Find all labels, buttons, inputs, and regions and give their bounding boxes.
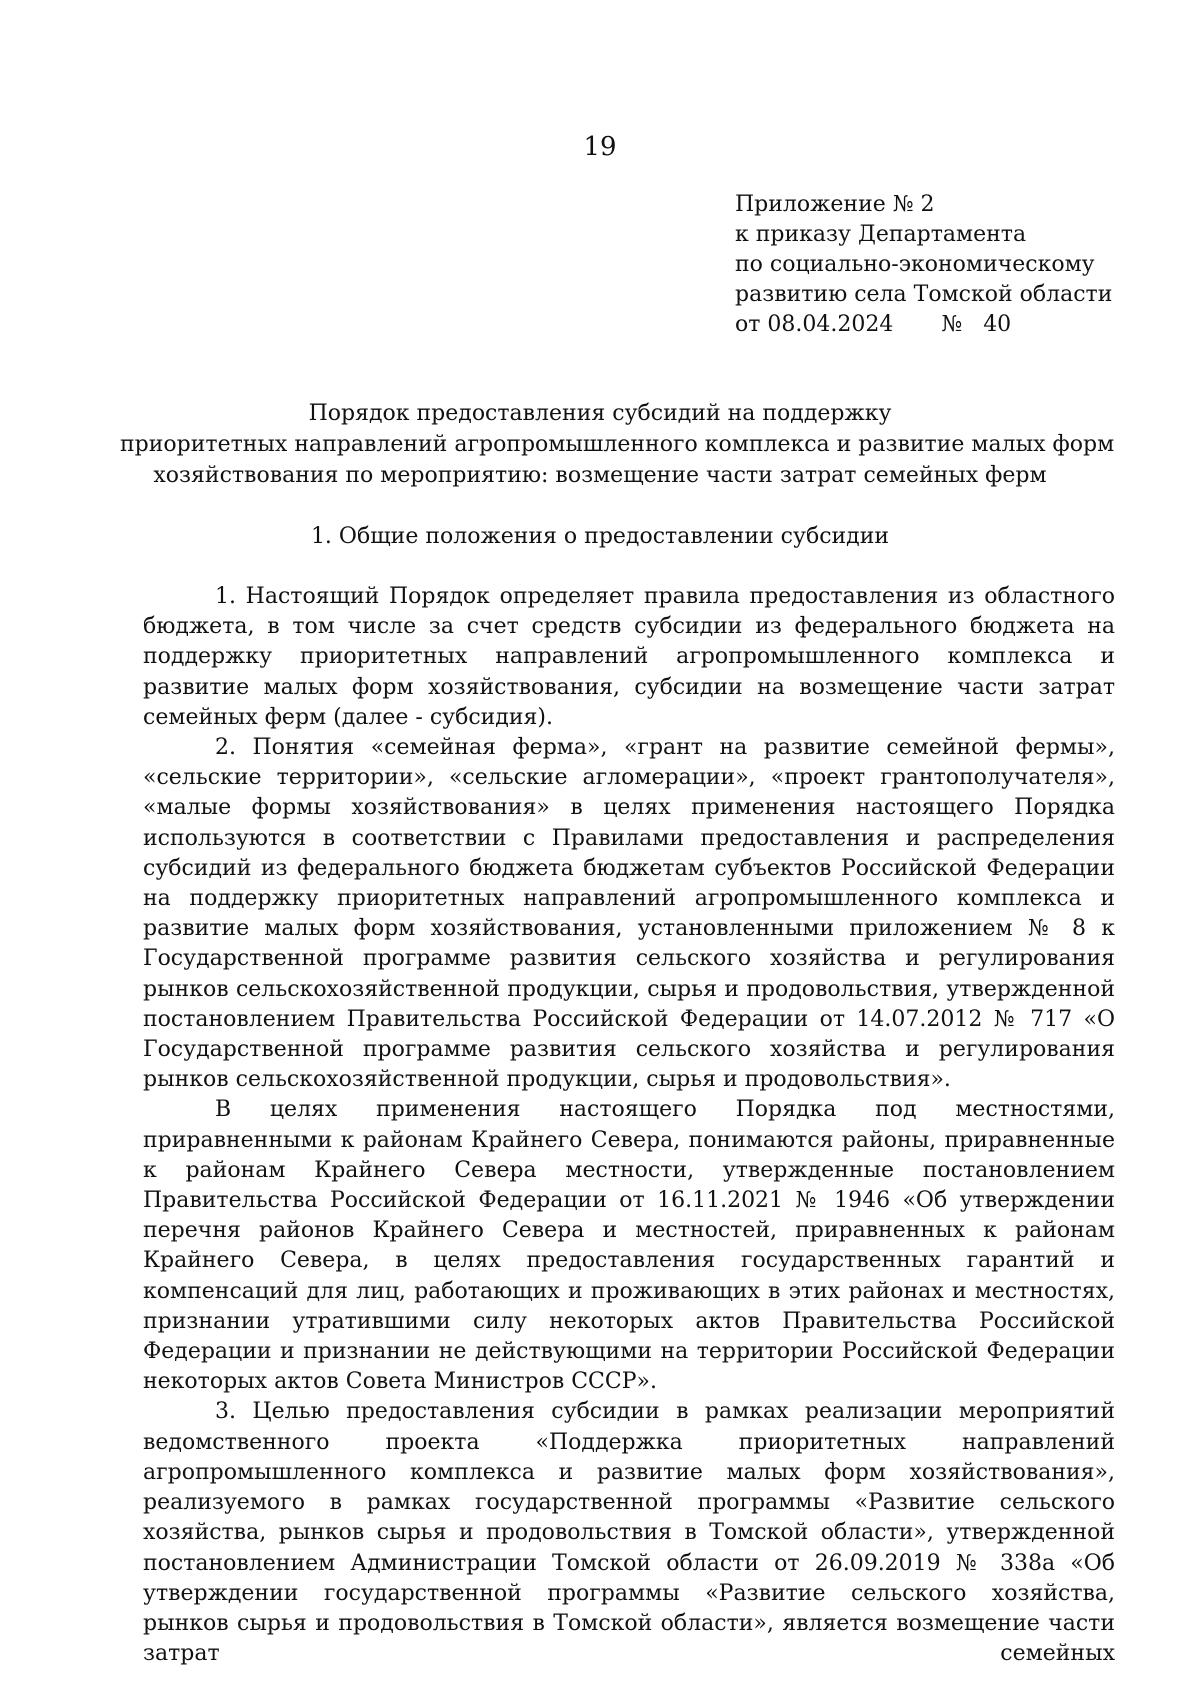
annex-line-3: по социально-экономическому xyxy=(735,252,1095,277)
annex-line-4: развитию села Томской области xyxy=(735,282,1113,307)
annex-line-2: к приказу Департамента xyxy=(735,222,1027,247)
annex-date-line xyxy=(735,310,1155,340)
document-body xyxy=(143,582,1115,1669)
paragraph-2: 2. Понятия «семейная ферма», «грант на развитие семейной фермы», «сельские территории», «сельские агломерации», «проект грантополучателя», «малые формы хозяйствования» в целях применения настоящего Порядка используются в соответствии с Правилами предоставления и распределения субсидий из федерального бюджета бюджетам субъектов Российской Федерации на поддержку приоритетных направлений агропромышленного комплекса и развитие малых форм хозяйствования, установленными приложением № 8 к Государственной программе развития сельского хозяйства и регулирования рынков сельскохозяйственной продукции, сырья и продовольствия, утвержденной постановлением Правительства Российской Федерации от 14.07.2012 № 717 «О Государственной программе развития сельского хозяйства и регулирования рынков сельскохозяйственной продукции, сырья и продовольствия». xyxy=(143,735,1115,1093)
page-number: 19 xyxy=(583,132,617,162)
annex-block xyxy=(735,190,1155,340)
document-title xyxy=(120,398,1115,491)
annex-line-1: Приложение № 2 xyxy=(735,192,935,217)
title-line-3: хозяйствования по мероприятию: возмещение части затрат семейных ферм xyxy=(153,463,1047,488)
title-line-2: приоритетных направлений агропромышленного комплекса и развитие малых форм xyxy=(120,432,1115,457)
paragraph-3: В целях применения настоящего Порядка под местностями, приравненными к районам Крайнего Севера, понимаются районы, приравненные к районам Крайнего Севера местности, утвержденные постановлением Правительства Российской Федерации от 16.11.2021 № 1946 «Об утверждении перечня районов Крайнего Севера и местностей, приравненных к районам Крайнего Севера, в целях предоставления государственных гарантий и компенсаций для лиц, работающих и проживающих в этих районах и местностях, признании утратившими силу некоторых актов Правительства Российской Федерации и признании не действующими на территории Российской Федерации некоторых актов Совета Министров СССР». xyxy=(143,1097,1115,1395)
section-heading: 1. Общие положения о предоставлении субсидии xyxy=(310,524,890,549)
title-line-1: Порядок предоставления субсидий на поддержку xyxy=(308,401,892,426)
paragraph-4: 3. Целью предоставления субсидии в рамках реализации мероприятий ведомственного проекта «Поддержка приоритетных направлений агропромышленного комплекса и развитие малых форм хозяйствования», реализуемого в рамках государственной программы «Развитие сельского хозяйства, рынков сырья и продовольствия в Томской области», утвержденной постановлением Администрации Томской области от 26.09.2019 № 338а «Об утверждении государственной программы «Развитие сельского хозяйства, рынков сырья и продовольствия в Томской области», является возмещение части затрат семейных xyxy=(143,1399,1115,1667)
paragraph-1: 1. Настоящий Порядок определяет правила предоставления из областного бюджета, в том числе за счет средств субсидии из федерального бюджета на поддержку приоритетных направлений агропромышленного комплекса и развитие малых форм хозяйствования, субсидии на возмещение части затрат семейных ферм (далее - субсидия). xyxy=(143,584,1115,730)
annex-number-sign: № xyxy=(941,312,963,337)
annex-number: 40 xyxy=(983,312,1012,337)
annex-date: от 08.04.2024 xyxy=(735,312,894,337)
